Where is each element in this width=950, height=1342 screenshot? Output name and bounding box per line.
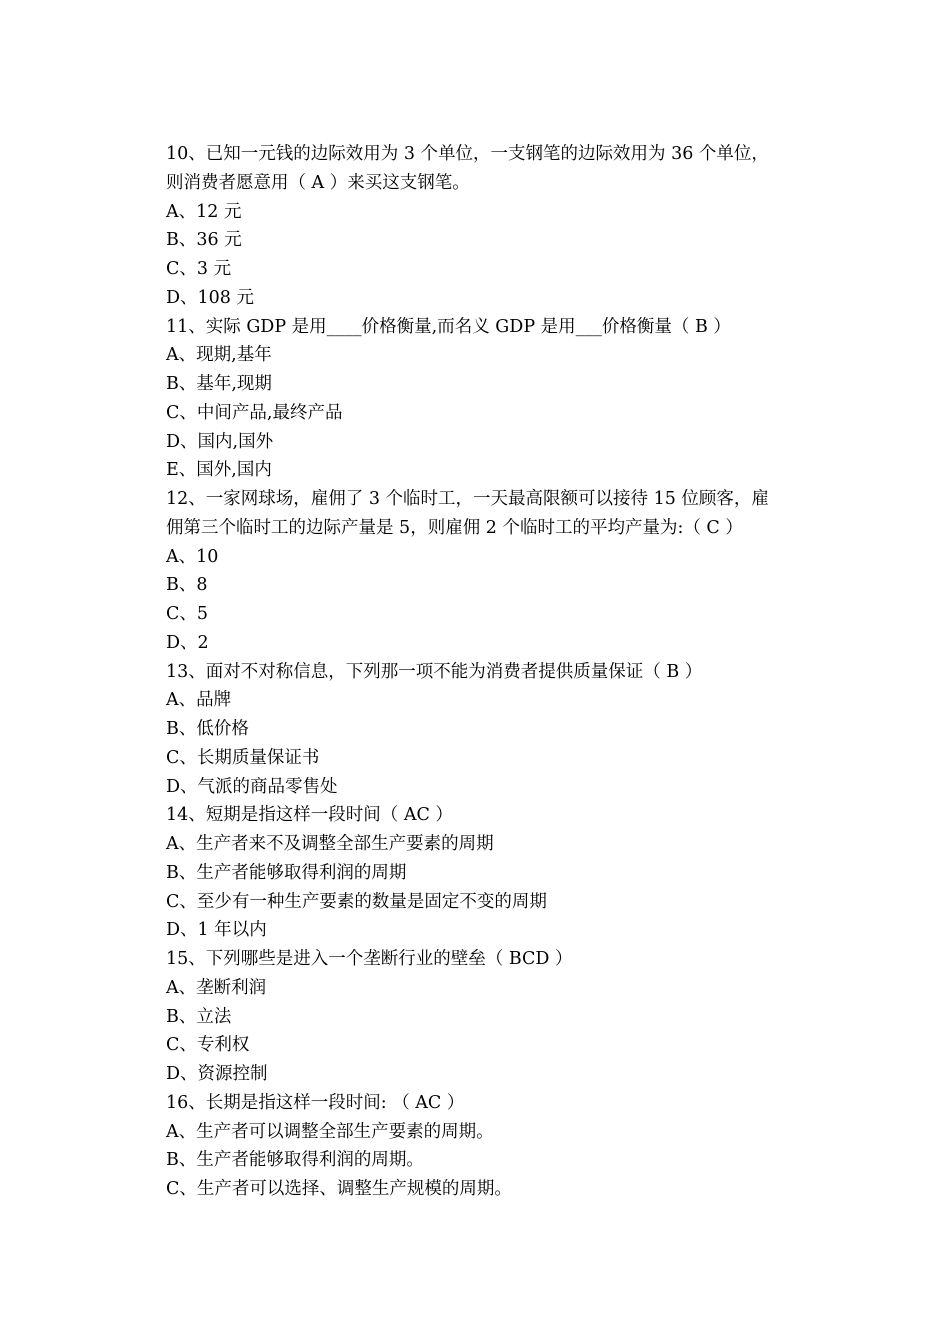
question-list (166, 140, 786, 1204)
question-13: 13、面对不对称信息，下列那一项不能为消费者提供质量保证（ B ） (166, 661, 703, 682)
question-15: 15、下列哪些是进入一个垄断行业的壁垒（ BCD ） (166, 949, 573, 969)
option-a: A、垄断利润 (166, 977, 267, 998)
option-d: D、国内,国外 (166, 431, 274, 452)
option-b: B、生产者能够取得利润的周期 (166, 862, 407, 883)
question-10-line-1: 10、已知一元钱的边际效用为 3 个单位，一支钢笔的边际效用为 36 个单位， (166, 144, 769, 164)
option-c: C、3 元 (166, 259, 232, 279)
option-b: B、8 (166, 575, 208, 596)
option-a: A、现期,基年 (166, 345, 272, 366)
option-d: D、1 年以内 (166, 920, 267, 941)
option-a: A、10 (166, 546, 219, 567)
option-a: A、生产者来不及调整全部生产要素的周期 (166, 834, 494, 854)
option-d: D、108 元 (166, 287, 254, 308)
question-10-line-2: 则消费者愿意用（ A ）来买这支钢笔。 (166, 172, 470, 193)
option-a: A、12 元 (166, 201, 242, 222)
option-d: D、气派的商品零售处 (166, 776, 338, 797)
option-c: C、生产者可以选择、调整生产规模的周期。 (166, 1179, 512, 1199)
option-c: C、5 (166, 604, 209, 624)
option-b: B、36 元 (166, 230, 242, 251)
option-b: B、立法 (166, 1006, 232, 1027)
option-b: B、低价格 (166, 719, 249, 739)
option-d: D、2 (166, 632, 209, 653)
question-11: 11、实际 GDP 是用____价格衡量,而名义 GDP 是用___价格衡量（ B ） (166, 316, 731, 337)
option-b: B、生产者能够取得利润的周期。 (166, 1150, 424, 1171)
option-b: B、基年,现期 (166, 374, 272, 394)
option-e: E、国外,国内 (166, 460, 272, 481)
option-c: C、中间产品,最终产品 (166, 402, 343, 423)
question-12-line-1: 12、一家网球场，雇佣了 3 个临时工，一天最高限额可以接待 15 位顾客，雇 (166, 489, 769, 509)
question-16: 16、长期是指这样一段时间: （ AC ） (166, 1092, 465, 1113)
option-a: A、品牌 (166, 690, 232, 711)
question-14: 14、短期是指这样一段时间（ AC ） (166, 805, 453, 826)
question-12-line-2: 佣第三个临时工的边际产量是 5，则雇佣 2 个临时工的平均产量为:（ C ） (166, 517, 743, 538)
option-a: A、生产者可以调整全部生产要素的周期。 (166, 1121, 494, 1142)
option-c: C、至少有一种生产要素的数量是固定不变的周期 (166, 891, 547, 912)
option-d: D、资源控制 (166, 1064, 268, 1084)
option-c: C、长期质量保证书 (166, 747, 320, 768)
option-c: C、专利权 (166, 1035, 250, 1056)
